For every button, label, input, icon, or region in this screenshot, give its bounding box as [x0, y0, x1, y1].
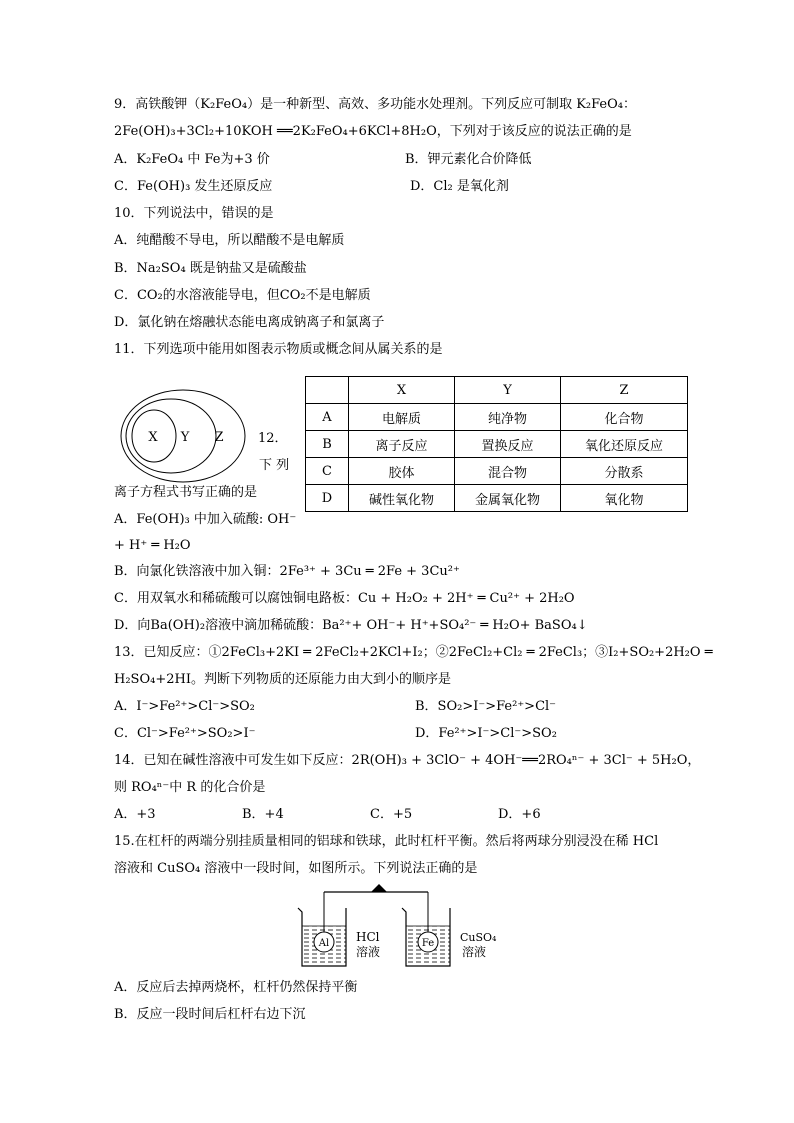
- table-header-cell: [306, 377, 349, 404]
- venn-label-x: X: [148, 430, 158, 445]
- q13-option-a: A．I⁻>Fe²⁺>Cl⁻>SO₂: [114, 699, 255, 714]
- right-solution-label-1: CuSO₄: [460, 931, 497, 944]
- q10-option-d: D．氯化钠在熔融状态能电离成钠离子和氯离子: [114, 315, 385, 330]
- q9-option-b: B．钾元素化合价降低: [405, 152, 532, 167]
- table-header-cell: Z: [561, 377, 688, 404]
- q11-stem: 11．下列选项中能用如图表示物质或概念间从属关系的是: [114, 342, 443, 357]
- q12-option-d: D．向Ba(OH)₂溶液中滴加稀硫酸：Ba²⁺+ OH⁻+ H⁺+SO₄²⁻ ═ H₂O+ BaSO₄↓: [114, 618, 588, 633]
- table-cell: 置换反应: [455, 431, 561, 458]
- table-header-cell: Y: [455, 377, 561, 404]
- table-row: [306, 458, 688, 485]
- table-header-cell: X: [349, 377, 455, 404]
- q14-option-a: A．+3: [114, 807, 156, 822]
- fulcrum-icon: [371, 884, 387, 892]
- q14-stem-line1: 14．已知在碱性溶液中可发生如下反应：2R(OH)₃ + 3ClO⁻ + 4OH⁻══2RO₄ⁿ⁻ + 3Cl⁻ + 5H₂O，: [114, 753, 701, 768]
- table-cell: 混合物: [455, 458, 561, 485]
- q15-option-b: B．反应一段时间后杠杆右边下沉: [114, 1007, 306, 1022]
- q13-stem-line1: 13．已知反应：①2FeCl₃+2KI ═ 2FeCl₂+2KCl+I₂；②2FeCl₂+Cl₂ ═ 2FeCl₃；③I₂+SO₂+2H₂O ═: [114, 645, 713, 660]
- q13-stem-line2: H₂SO₄+2HI。判断下列物质的还原能力由大到小的顺序是: [114, 672, 451, 687]
- q15-stem-line2: 溶液和 CuSO₄ 溶液中一段时间，如图所示。下列说法正确的是: [114, 861, 478, 876]
- left-solution-label-2: 溶液: [356, 945, 381, 959]
- q9-option-d: D．Cl₂ 是氧化剂: [410, 179, 509, 194]
- q9-option-a: A．K₂FeO₄ 中 Fe为+3 价: [114, 152, 270, 167]
- left-solution-label-1: HCl: [356, 930, 380, 944]
- table-cell: B: [306, 431, 349, 458]
- q15-stem-line1: 15.在杠杆的两端分别挂质量相同的铝球和铁球，此时杠杆平衡。然后将两球分别浸没在稀 HCl: [114, 834, 659, 849]
- q14-option-d: D．+6: [498, 807, 541, 822]
- q13-option-d: D．Fe²⁺>I⁻>Cl⁻>SO₂: [415, 726, 557, 741]
- q10-option-b: B．Na₂SO₄ 既是钠盐又是硫酸盐: [114, 261, 307, 276]
- q12-stem-part2: 离子方程式书写正确的是: [114, 485, 258, 500]
- venn-label-y: Y: [180, 430, 190, 445]
- right-solution-label-2: 溶液: [462, 945, 487, 959]
- table-header-row: [306, 377, 688, 404]
- table-cell: 金属氧化物: [455, 485, 561, 512]
- q12-option-a-line1: A．Fe(OH)₃ 中加入硫酸: OH⁻: [114, 512, 297, 527]
- q9-stem-line2: 2Fe(OH)₃+3Cl₂+10KOH ══2K₂FeO₄+6KCl+8H₂O，下列对于该反应的说法正确的是: [114, 124, 632, 139]
- q14-stem-line2: 则 RO₄ⁿ⁻中 R 的化合价是: [114, 780, 266, 795]
- q12-option-a-line2: + H⁺ ═ H₂O: [114, 538, 191, 553]
- q9-stem-line1: 9．高铁酸钾（K₂FeO₄）是一种新型、高效、多功能水处理剂。下列反应可制取 K₂FeO₄：: [114, 97, 636, 112]
- table-cell: A: [306, 404, 349, 431]
- lever-beaker-figure: [296, 884, 516, 972]
- venn-diagram: [118, 387, 248, 485]
- table-row: [306, 431, 688, 458]
- table-cell: 纯净物: [455, 404, 561, 431]
- fe-ball-label: Fe: [421, 938, 435, 949]
- q11-options-table: [305, 376, 688, 512]
- table-cell: 电解质: [349, 404, 455, 431]
- q12-option-b: B．向氯化铁溶液中加入铜：2Fe³⁺ + 3Cu ═ 2Fe + 3Cu²⁺: [114, 564, 460, 579]
- table-cell: 化合物: [561, 404, 688, 431]
- al-ball-label: Al: [318, 938, 330, 949]
- q14-option-c: C．+5: [370, 807, 413, 822]
- table-cell: 分散系: [561, 458, 688, 485]
- table-cell: 碱性氧化物: [349, 485, 455, 512]
- table-cell: 离子反应: [349, 431, 455, 458]
- table-cell: 胶体: [349, 458, 455, 485]
- q15-option-a: A．反应后去掉两烧杯，杠杆仍然保持平衡: [114, 980, 358, 995]
- q13-option-b: B．SO₂>I⁻>Fe²⁺>Cl⁻: [415, 699, 557, 714]
- table-cell: 氧化物: [561, 485, 688, 512]
- q14-option-b: B．+4: [242, 807, 284, 822]
- q9-option-c: C．Fe(OH)₃ 发生还原反应: [114, 179, 273, 194]
- q10-option-c: C．CO₂的水溶液能导电，但CO₂不是电解质: [114, 288, 371, 303]
- table-row: [306, 485, 688, 512]
- q10-option-a: A．纯醋酸不导电，所以醋酸不是电解质: [114, 233, 345, 248]
- q12-stem-part1: 下 列: [259, 458, 290, 473]
- q10-stem: 10．下列说法中，错误的是: [114, 206, 274, 221]
- venn-label-z: Z: [214, 430, 224, 445]
- q12-number: 12．: [258, 431, 288, 446]
- table-cell: D: [306, 485, 349, 512]
- table-cell: 氧化还原反应: [561, 431, 688, 458]
- table-cell: C: [306, 458, 349, 485]
- q13-option-c: C．Cl⁻>Fe²⁺>SO₂>I⁻: [114, 726, 256, 741]
- q12-option-c: C．用双氧水和稀硫酸可以腐蚀铜电路板：Cu + H₂O₂ + 2H⁺ ═ Cu²⁺ + 2H₂O: [114, 591, 575, 606]
- table-row: [306, 404, 688, 431]
